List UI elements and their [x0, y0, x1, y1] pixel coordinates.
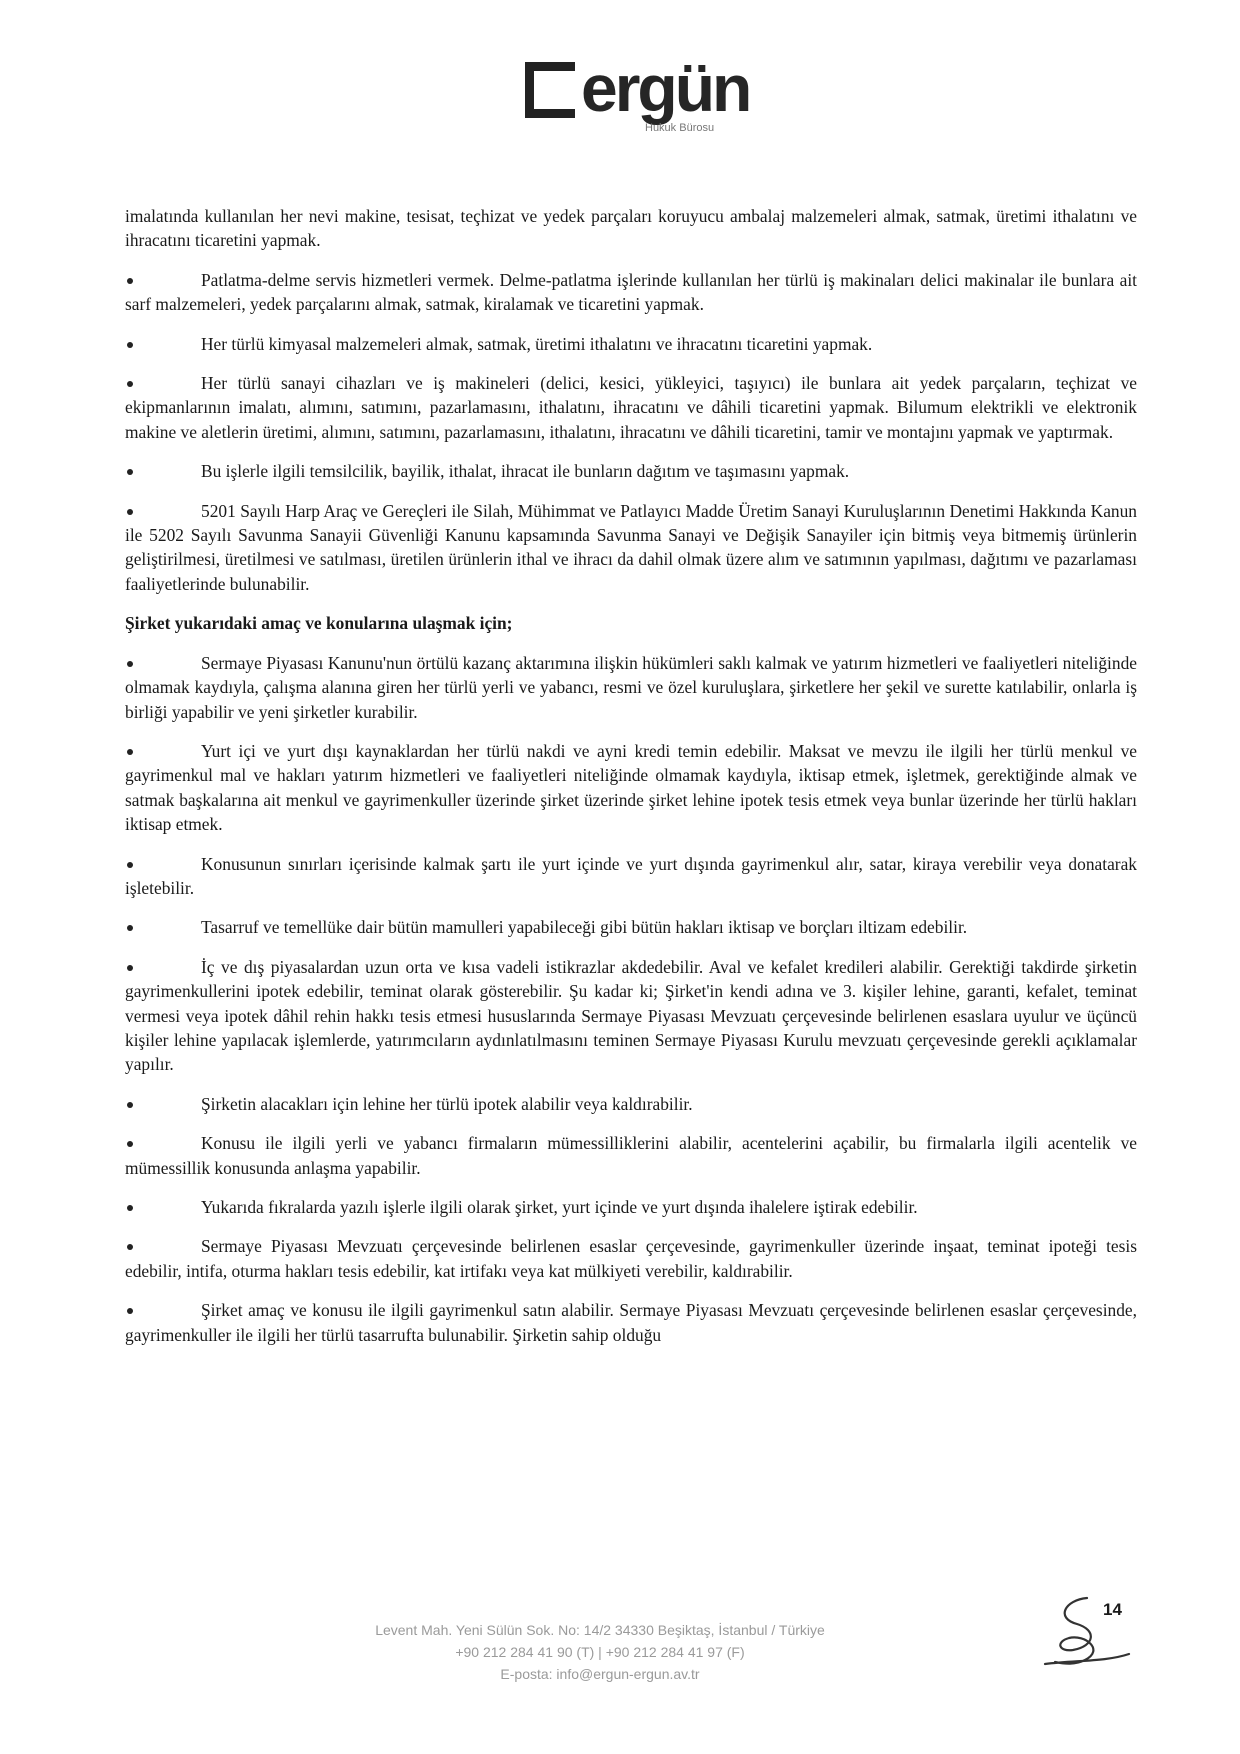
bullet-paragraph	[125, 268, 1137, 317]
bullet-icon	[127, 965, 133, 971]
bullet-paragraph	[125, 1195, 1137, 1219]
bullet-paragraph	[125, 955, 1137, 1077]
bullet-paragraph	[125, 1298, 1137, 1347]
paragraph-text: Her türlü kimyasal malzemeleri almak, satmak, üretimi ithalatını ve ihracatını ticaretini yapmak.	[201, 333, 873, 354]
bullet-paragraph	[125, 852, 1137, 901]
bullet-paragraph	[125, 459, 1137, 483]
bullet-icon	[127, 1308, 133, 1314]
bullet-paragraph	[125, 1234, 1137, 1283]
paragraph-text: 5201 Sayılı Harp Araç ve Gereçleri ile Silah, Mühimmat ve Patlayıcı Madde Üretim Sanayi Kuruluşlarının Denetimi Hakkında Kanun ile 5202 Sayılı Savunma Sanayii Güvenliği Kanunu kapsamında Savunma Sanayi ve Değişik Sanayiler için bitmiş veya bitmemiş ürünlerin geliştirilmesi, üretilmesi ve satılması, üretilen ürünlerin ithal ve ihracı da dahil olmak üzere alım ve satımının yapılması, dağıtımı ve pazarlaması faaliyetlerinde bulunabilir.	[125, 500, 1137, 594]
logo-bracket-icon	[525, 62, 575, 118]
footer-address: Levent Mah. Yeni Sülün Sok. No: 14/2 34330 Beşiktaş, İstanbul / Türkiye	[375, 1622, 825, 1638]
bullet-icon	[127, 1102, 133, 1108]
footer-phone: +90 212 284 41 90 (T) | +90 212 284 41 97 (F)	[455, 1644, 745, 1660]
footer	[250, 1619, 950, 1685]
paragraph-text: imalatında kullanılan her nevi makine, tesisat, teçhizat ve yedek parçaları koruyucu ambalaj malzemeleri almak, satmak, üretimi ithalatını ve ihracatını ticaretini yapmak.	[125, 206, 1137, 251]
bullet-icon	[127, 381, 133, 387]
bullet-icon	[127, 1205, 133, 1211]
signature-icon	[1025, 1590, 1135, 1670]
bullet-icon	[127, 342, 133, 348]
section-heading	[125, 611, 1137, 635]
paragraph-text: İç ve dış piyasalardan uzun orta ve kısa vadeli istikrazlar akdedebilir. Aval ve kefalet kredileri alabilir. Gerektiği takdirde şirketin gayrimenkullerini ipotek edebilir, teminat olarak gösterebilir. Şu kadar ki; Şirket'in kendi adına ve 3. kişiler lehine, garanti, kefalet, teminat vermesi veya ipotek dâhil rehin hakkı tesis etmesi hususlarında Sermaye Piyasası Mevzuatı çerçevesinde belirlenen esaslara uyulur ve üçüncü kişiler lehine yapılacak işlemlerde, yatırımcıların aydınlatılmasını teminen Sermaye Piyasası Kurulu mevzuatı çerçevesinde gerekli açıklamalar yapılır.	[125, 956, 1137, 1075]
paragraph-text: Konusunun sınırları içerisinde kalmak şartı ile yurt içinde ve yurt dışında gayrimenkul alır, satar, kiraya verebilir veya donatarak işletebilir.	[125, 853, 1137, 898]
bullet-paragraph	[125, 1131, 1137, 1180]
paragraph-text: Şirket amaç ve konusu ile ilgili gayrimenkul satın alabilir. Sermaye Piyasası Mevzuatı çerçevesinde belirlenen esaslar çerçevesinde, gayrimenkuller ile ilgili her türlü tasarrufta bulunabilir. Şirketin sahip olduğu	[125, 1300, 1137, 1345]
footer-email: E-posta: info@ergun-ergun.av.tr	[500, 1666, 700, 1682]
document-body	[125, 204, 1137, 1362]
paragraph-text: Her türlü sanayi cihazları ve iş makineleri (delici, kesici, yükleyici, taşıyıcı) ile bunlara ait yedek parçaların, teçhizat ve ekipmanlarının imalatı, alımını, satımını, pazarlamasını, ithalatını, ihracatını ve dâhili ticaretini yapmak. Bilumum elektrikli ve elektronik makine ve aletlerin üretimi, alımını, satımını, pazarlamasını, ithalatını, ihracatını ve dâhili ticaretini, tamir ve montajını yapmak ve yaptırmak.	[125, 373, 1137, 442]
bullet-icon	[127, 749, 133, 755]
paragraph-text: Yurt içi ve yurt dışı kaynaklardan her türlü nakdi ve ayni kredi temin edebilir. Maksat ve mevzu ile ilgili her türlü menkul ve gayrimenkul mal ve hakları yatırım hizmetleri ve faaliyetleri niteliğinde olmamak kaydıyla, iktisap etmek, işletmek, gerektiğinde almak ve satmak başkalarına ait menkul ve gayrimenkuller üzerinde şirket üzerinde şirket lehine ipotek tesis etmek veya bunlar üzerinde her türlü hakları iktisap etmek.	[125, 740, 1137, 835]
paragraph-text: Şirketin alacakları için lehine her türlü ipotek alabilir veya kaldırabilir.	[201, 1093, 693, 1114]
logo-subtitle: Hukuk Bürosu	[645, 122, 715, 134]
bullet-icon	[127, 1244, 133, 1250]
paragraph-text: Yukarıda fıkralarda yazılı işlerle ilgili olarak şirket, yurt içinde ve yurt dışında ihalelere iştirak edebilir.	[201, 1197, 918, 1217]
bullet-icon	[127, 1141, 133, 1147]
bullet-icon	[127, 925, 133, 931]
paragraph	[125, 204, 1137, 253]
bullet-paragraph	[125, 915, 1137, 939]
page-number: 14	[1103, 1600, 1122, 1619]
firm-logo	[525, 51, 750, 143]
bullet-icon	[127, 661, 133, 667]
bullet-paragraph	[125, 332, 1137, 356]
bullet-icon	[127, 469, 133, 475]
paragraph-text: Sermaye Piyasası Kanunu'nun örtülü kazanç aktarımına ilişkin hükümleri saklı kalmak ve yatırım hizmetleri ve faaliyetleri niteliğinde olmamak kaydıyla, çalışma alanına giren her türlü yerli ve yabancı, resmi ve özel kuruluşlara, şirketlere her şekil ve surette katılabilir, onlarla iş birliği yapabilir ve yeni şirketler kurabilir.	[125, 652, 1137, 722]
bullet-paragraph	[125, 1092, 1137, 1116]
paragraph-text: Bu işlerle ilgili temsilcilik, bayilik, ithalat, ihracat ile bunların dağıtım ve taşımasını yapmak.	[201, 461, 850, 482]
bullet-paragraph	[125, 499, 1137, 597]
paragraph-text: Konusu ile ilgili yerli ve yabancı firmaların mümessilliklerini alabilir, acentelerini açabilir, bu firmalarla ilgili acentelik ve mümessillik konusunda anlaşma yapabilir.	[125, 1133, 1137, 1178]
paragraph-text: Sermaye Piyasası Mevzuatı çerçevesinde belirlenen esaslar çerçevesinde, gayrimenkuller üzerinde inşaat, teminat ipoteği tesis edebilir, intifa, oturma hakları tesis edebilir, kat irtifakı veya kat mülkiyeti verebilir, kaldırabilir.	[125, 1236, 1137, 1281]
paragraph-text: Patlatma-delme servis hizmetleri vermek. Delme-patlatma işlerinde kullanılan her türlü iş makinaları delici makinalar ile bunlara ait sarf malzemeleri, yedek parçalarını almak, satmak, kiralamak ve ticaretini yapmak.	[125, 269, 1137, 315]
bullet-paragraph	[125, 651, 1137, 724]
bullet-icon	[127, 862, 133, 868]
bullet-paragraph	[125, 739, 1137, 837]
logo-text: ergün	[581, 51, 750, 125]
bullet-icon	[127, 509, 133, 515]
bullet-paragraph	[125, 371, 1137, 444]
paragraph-text: Tasarruf ve temellüke dair bütün mamulleri yapabileceği gibi bütün hakları iktisap ve borçları iltizam edebilir.	[201, 917, 968, 938]
bullet-icon	[127, 278, 133, 284]
paragraph-text: Şirket yukarıdaki amaç ve konularına ulaşmak için;	[125, 613, 513, 634]
